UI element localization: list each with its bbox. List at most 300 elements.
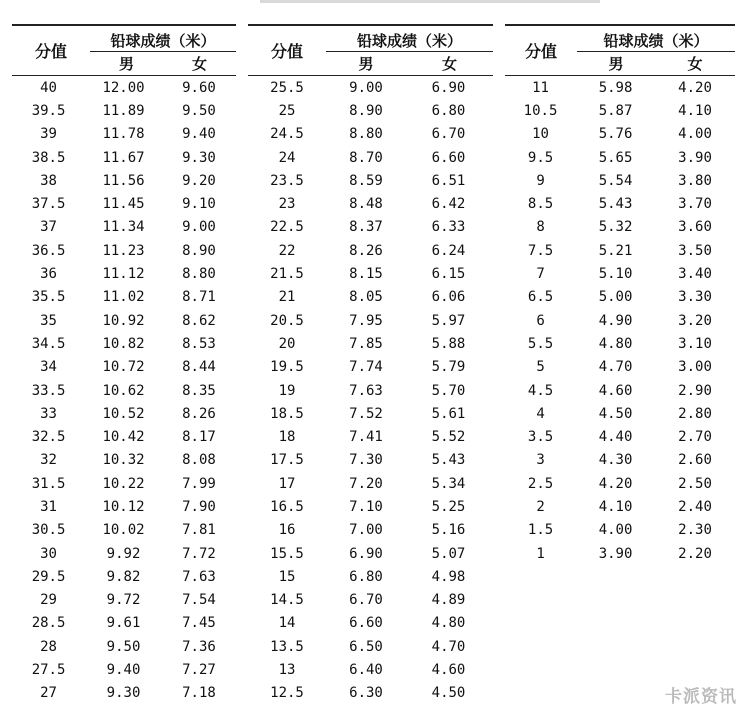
table-row (12, 495, 236, 518)
male-result-cell: 10.82 (102, 335, 145, 352)
score-cell: 23 (278, 196, 296, 213)
score-cell: 36 (40, 266, 57, 283)
table-row (12, 658, 236, 681)
score-cell: 22 (278, 242, 296, 259)
male-result-cell: 10.72 (102, 359, 145, 376)
male-result-cell: 4.80 (598, 335, 633, 352)
male-result-cell: 6.80 (349, 568, 383, 585)
table-row (248, 565, 493, 588)
score-cell: 17 (278, 475, 296, 492)
score-cell: 29.5 (31, 568, 66, 585)
male-column-header: 男 (608, 54, 624, 73)
score-cell: 13 (278, 662, 296, 679)
male-result-cell: 4.90 (598, 312, 633, 329)
table-row (12, 565, 236, 588)
table-header (12, 26, 236, 76)
score-cell: 28.5 (31, 615, 66, 632)
female-result-cell: 8.62 (182, 312, 216, 329)
female-result-cell: 9.30 (182, 149, 216, 166)
male-result-cell: 10.62 (102, 382, 145, 399)
table-row (505, 449, 735, 472)
score-cell: 30.5 (31, 522, 66, 539)
score-cell: 24.5 (270, 126, 304, 143)
score-cell: 5.5 (527, 335, 554, 352)
female-result-cell: 5.43 (431, 452, 466, 469)
female-result-cell: 6.60 (431, 149, 466, 166)
male-result-cell: 11.78 (102, 126, 145, 143)
table-row (12, 612, 236, 635)
male-result-cell: 7.85 (349, 335, 383, 352)
female-result-cell: 9.50 (182, 102, 216, 119)
male-result-cell: 9.82 (106, 568, 141, 585)
female-result-cell: 2.50 (678, 475, 712, 492)
score-column-header: 分值 (270, 42, 303, 61)
male-result-cell: 8.59 (349, 172, 383, 189)
table-row (12, 682, 236, 705)
male-result-cell: 5.10 (598, 266, 633, 283)
table-row (505, 76, 735, 99)
male-result-cell: 7.95 (349, 312, 383, 329)
male-result-cell: 10.42 (102, 429, 145, 446)
female-result-cell: 7.18 (182, 685, 216, 702)
female-result-cell: 3.80 (678, 172, 712, 189)
score-cell: 8 (536, 219, 545, 236)
female-result-cell: 3.90 (678, 149, 712, 166)
male-result-cell: 4.40 (598, 429, 633, 446)
male-result-cell: 7.00 (349, 522, 383, 539)
score-cell: 33.5 (31, 382, 66, 399)
male-result-cell: 4.00 (598, 522, 633, 539)
table-row (505, 192, 735, 215)
score-cell: 39.5 (31, 102, 66, 119)
male-result-cell: 6.60 (349, 615, 383, 632)
female-result-cell: 9.40 (182, 126, 216, 143)
score-cell: 20 (278, 335, 296, 352)
female-result-cell: 2.70 (678, 429, 712, 446)
male-result-cell: 3.90 (598, 545, 633, 562)
table-header (505, 26, 735, 76)
score-cell: 25.5 (270, 79, 304, 96)
table-row (12, 449, 236, 472)
table-body (248, 76, 493, 705)
male-result-cell: 5.32 (598, 219, 633, 236)
score-cell: 35.5 (31, 289, 66, 306)
table-row (12, 332, 236, 355)
table-row (12, 542, 236, 565)
male-result-cell: 10.02 (102, 522, 145, 539)
male-result-cell: 9.72 (106, 592, 141, 609)
female-result-cell: 9.10 (182, 196, 216, 213)
female-result-cell: 8.17 (182, 429, 216, 446)
score-cell: 33 (40, 405, 57, 422)
score-cell: 29 (40, 592, 57, 609)
table-row (248, 658, 493, 681)
score-cell: 32 (40, 452, 57, 469)
table-row (505, 262, 735, 285)
male-result-cell: 11.23 (102, 242, 145, 259)
male-result-cell: 4.60 (598, 382, 633, 399)
score-cell: 6 (536, 312, 545, 329)
table-row (505, 542, 735, 565)
female-result-cell: 7.36 (182, 638, 216, 655)
table-row (12, 99, 236, 122)
male-result-cell: 5.43 (598, 196, 633, 213)
score-cell: 31.5 (31, 475, 66, 492)
male-result-cell: 8.37 (349, 219, 383, 236)
score-cell: 20.5 (270, 312, 304, 329)
score-cell: 18 (278, 429, 296, 446)
table-row (248, 169, 493, 192)
score-cell: 14.5 (270, 592, 304, 609)
male-column-header: 男 (118, 54, 134, 73)
top-divider-strip (260, 0, 600, 3)
score-cell: 9.5 (527, 149, 554, 166)
score-cell: 39 (40, 126, 57, 143)
male-result-cell: 10.52 (102, 405, 145, 422)
female-result-cell: 6.42 (431, 196, 466, 213)
score-cell: 34.5 (31, 335, 66, 352)
table-row (12, 216, 236, 239)
score-cell: 3 (536, 452, 545, 469)
female-result-cell: 9.00 (182, 219, 216, 236)
female-result-cell: 2.80 (678, 405, 712, 422)
score-cell: 16.5 (270, 498, 304, 515)
female-result-cell: 2.60 (678, 452, 712, 469)
score-cell: 14 (278, 615, 296, 632)
table-row (12, 519, 236, 542)
female-result-cell: 8.80 (182, 266, 216, 283)
male-result-cell: 6.90 (349, 545, 383, 562)
female-result-cell: 5.25 (431, 498, 466, 515)
score-cell: 7.5 (527, 242, 554, 259)
score-cell: 22.5 (270, 219, 304, 236)
female-result-cell: 7.27 (182, 662, 216, 679)
table-row (248, 192, 493, 215)
male-result-cell: 8.80 (349, 126, 383, 143)
table-row (248, 146, 493, 169)
female-result-cell: 5.07 (431, 545, 466, 562)
score-cell: 3.5 (527, 429, 554, 446)
male-result-cell: 10.12 (102, 498, 145, 515)
male-result-cell: 9.50 (106, 638, 141, 655)
table-row (505, 123, 735, 146)
score-cell: 10.5 (523, 102, 558, 119)
female-result-cell: 8.35 (182, 382, 216, 399)
score-cell: 30 (40, 545, 57, 562)
female-result-cell: 5.61 (431, 405, 466, 422)
female-result-cell: 6.80 (431, 102, 466, 119)
score-cell: 12.5 (270, 685, 304, 702)
male-result-cell: 4.30 (598, 452, 633, 469)
male-result-cell: 7.10 (349, 498, 383, 515)
male-result-cell: 5.98 (598, 79, 633, 96)
female-result-cell: 8.53 (182, 335, 216, 352)
female-result-cell: 5.79 (431, 359, 466, 376)
table-row (248, 612, 493, 635)
table-row (248, 472, 493, 495)
male-result-cell: 9.40 (106, 662, 141, 679)
score-cell: 27.5 (31, 662, 66, 679)
table-row (12, 635, 236, 658)
female-result-cell: 6.51 (431, 172, 466, 189)
table-row (505, 472, 735, 495)
shot-put-result-header: 铅球成绩（米） (603, 31, 709, 50)
female-result-cell: 3.30 (678, 289, 712, 306)
table-row (505, 356, 735, 379)
table-row (248, 332, 493, 355)
female-result-cell: 8.44 (182, 359, 216, 376)
female-result-cell: 4.60 (431, 662, 466, 679)
score-cell: 27 (40, 685, 57, 702)
table-row (248, 589, 493, 612)
female-result-cell: 6.15 (431, 266, 466, 283)
female-column-header: 女 (441, 54, 457, 73)
table-row (248, 519, 493, 542)
female-result-cell: 4.10 (678, 102, 712, 119)
female-result-cell: 5.97 (431, 312, 466, 329)
table-row (248, 99, 493, 122)
table-row (505, 519, 735, 542)
table-row (12, 425, 236, 448)
female-result-cell: 4.20 (678, 79, 712, 96)
female-result-cell: 3.60 (678, 219, 712, 236)
female-result-cell: 6.90 (431, 79, 466, 96)
table-row (248, 635, 493, 658)
score-cell: 13.5 (270, 638, 304, 655)
female-result-cell: 6.06 (431, 289, 466, 306)
shot-put-result-header: 铅球成绩（米） (110, 31, 216, 50)
score-cell: 4.5 (527, 382, 554, 399)
female-result-cell: 7.54 (182, 592, 216, 609)
table-row (248, 682, 493, 705)
table-row (505, 99, 735, 122)
table-row (505, 332, 735, 355)
table-row (12, 379, 236, 402)
female-result-cell: 5.70 (431, 382, 466, 399)
female-result-cell: 2.30 (678, 522, 712, 539)
male-result-cell: 9.00 (349, 79, 383, 96)
male-result-cell: 8.05 (349, 289, 383, 306)
table-row (12, 76, 236, 99)
table-row (248, 425, 493, 448)
male-result-cell: 9.30 (106, 685, 141, 702)
male-result-cell: 9.61 (106, 615, 141, 632)
shot-put-score-table-2 (248, 24, 493, 705)
score-cell: 15 (278, 568, 296, 585)
female-result-cell: 9.20 (182, 172, 216, 189)
table-row (505, 169, 735, 192)
table-row (505, 239, 735, 262)
table-row (12, 309, 236, 332)
female-result-cell: 9.60 (182, 79, 216, 96)
female-result-cell: 8.71 (182, 289, 216, 306)
score-cell: 17.5 (270, 452, 304, 469)
male-result-cell: 6.70 (349, 592, 383, 609)
table-header (248, 26, 493, 76)
female-result-cell: 3.10 (678, 335, 712, 352)
table-row (248, 449, 493, 472)
header-divider (90, 51, 236, 52)
female-result-cell: 5.16 (431, 522, 466, 539)
table-row (505, 425, 735, 448)
table-row (248, 542, 493, 565)
male-result-cell: 4.50 (598, 405, 633, 422)
male-result-cell: 8.90 (349, 102, 383, 119)
male-result-cell: 5.00 (598, 289, 633, 306)
male-result-cell: 11.67 (102, 149, 145, 166)
table-row (12, 356, 236, 379)
table-row (505, 402, 735, 425)
score-cell: 21 (278, 289, 296, 306)
table-row (505, 146, 735, 169)
score-cell: 31 (40, 498, 57, 515)
male-result-cell: 5.87 (598, 102, 633, 119)
table-body (505, 76, 735, 565)
female-result-cell: 7.63 (182, 568, 216, 585)
female-result-cell: 4.00 (678, 126, 712, 143)
male-result-cell: 7.20 (349, 475, 383, 492)
table-row (12, 169, 236, 192)
female-result-cell: 4.80 (431, 615, 466, 632)
table-row (12, 402, 236, 425)
female-result-cell: 2.40 (678, 498, 712, 515)
score-cell: 19.5 (270, 359, 304, 376)
table-row (248, 286, 493, 309)
male-result-cell: 11.89 (102, 102, 145, 119)
score-cell: 38.5 (31, 149, 66, 166)
score-column-header: 分值 (524, 42, 557, 61)
male-result-cell: 6.40 (349, 662, 383, 679)
shot-put-score-table-3 (505, 24, 735, 565)
score-cell: 35 (40, 312, 57, 329)
female-result-cell: 3.40 (678, 266, 712, 283)
table-row (12, 472, 236, 495)
table-row (248, 379, 493, 402)
male-result-cell: 11.56 (102, 172, 145, 189)
score-cell: 2 (536, 498, 545, 515)
table-body (12, 76, 236, 705)
score-cell: 28 (40, 638, 57, 655)
female-result-cell: 5.88 (431, 335, 466, 352)
female-result-cell: 4.50 (431, 685, 466, 702)
male-result-cell: 5.21 (598, 242, 633, 259)
table-row (505, 216, 735, 239)
score-cell: 4 (536, 405, 545, 422)
score-cell: 15.5 (270, 545, 304, 562)
male-result-cell: 7.74 (349, 359, 383, 376)
female-result-cell: 7.72 (182, 545, 216, 562)
table-row (12, 262, 236, 285)
female-result-cell: 8.26 (182, 405, 216, 422)
score-cell: 21.5 (270, 266, 304, 283)
score-cell: 16 (278, 522, 296, 539)
score-cell: 19 (278, 382, 296, 399)
male-result-cell: 5.65 (598, 149, 633, 166)
female-result-cell: 7.90 (182, 498, 216, 515)
female-result-cell: 4.70 (431, 638, 466, 655)
table-row (248, 495, 493, 518)
female-result-cell: 3.70 (678, 196, 712, 213)
male-result-cell: 7.63 (349, 382, 383, 399)
female-result-cell: 4.89 (431, 592, 466, 609)
score-cell: 2.5 (527, 475, 554, 492)
female-result-cell: 4.98 (431, 568, 466, 585)
table-row (12, 192, 236, 215)
header-divider (577, 51, 735, 52)
male-result-cell: 10.32 (102, 452, 145, 469)
table-row (12, 146, 236, 169)
female-result-cell: 3.20 (678, 312, 712, 329)
table-row (248, 76, 493, 99)
score-cell: 40 (40, 79, 57, 96)
score-cell: 37.5 (31, 196, 66, 213)
table-row (248, 216, 493, 239)
female-column-header: 女 (191, 54, 207, 73)
female-result-cell: 7.45 (182, 615, 216, 632)
male-result-cell: 8.70 (349, 149, 383, 166)
male-result-cell: 5.76 (598, 126, 633, 143)
table-row (248, 262, 493, 285)
male-result-cell: 12.00 (102, 79, 145, 96)
table-row (505, 309, 735, 332)
male-result-cell: 10.92 (102, 312, 145, 329)
score-cell: 38 (40, 172, 57, 189)
female-result-cell: 5.52 (431, 429, 466, 446)
shot-put-score-table-1 (12, 24, 236, 705)
male-result-cell: 10.22 (102, 475, 145, 492)
male-result-cell: 8.26 (349, 242, 383, 259)
score-cell: 5 (536, 359, 545, 376)
score-cell: 36.5 (31, 242, 66, 259)
watermark: 卡派资讯 (665, 687, 737, 707)
female-result-cell: 7.99 (182, 475, 216, 492)
male-result-cell: 7.30 (349, 452, 383, 469)
table-row (248, 356, 493, 379)
table-row (12, 123, 236, 146)
table-row (248, 309, 493, 332)
male-result-cell: 4.20 (598, 475, 633, 492)
score-cell: 8.5 (527, 196, 554, 213)
score-cell: 34 (40, 359, 57, 376)
score-cell: 18.5 (270, 405, 304, 422)
score-column-header: 分值 (34, 42, 67, 61)
female-result-cell: 5.34 (431, 475, 466, 492)
score-cell: 37 (40, 219, 57, 236)
male-result-cell: 4.10 (598, 498, 633, 515)
female-result-cell: 6.70 (431, 126, 466, 143)
male-result-cell: 11.34 (102, 219, 145, 236)
male-result-cell: 8.48 (349, 196, 383, 213)
male-result-cell: 8.15 (349, 266, 383, 283)
score-cell: 1 (536, 545, 545, 562)
female-result-cell: 8.90 (182, 242, 216, 259)
male-column-header: 男 (358, 54, 374, 73)
score-cell: 24 (278, 149, 296, 166)
male-result-cell: 9.92 (106, 545, 141, 562)
score-cell: 25 (278, 102, 296, 119)
table-row (505, 286, 735, 309)
table-row (505, 379, 735, 402)
female-column-header: 女 (687, 54, 703, 73)
male-result-cell: 7.41 (349, 429, 383, 446)
score-cell: 32.5 (31, 429, 66, 446)
male-result-cell: 4.70 (598, 359, 633, 376)
table-row (12, 239, 236, 262)
male-result-cell: 6.50 (349, 638, 383, 655)
score-cell: 6.5 (527, 289, 554, 306)
female-result-cell: 8.08 (182, 452, 216, 469)
score-cell: 23.5 (270, 172, 304, 189)
